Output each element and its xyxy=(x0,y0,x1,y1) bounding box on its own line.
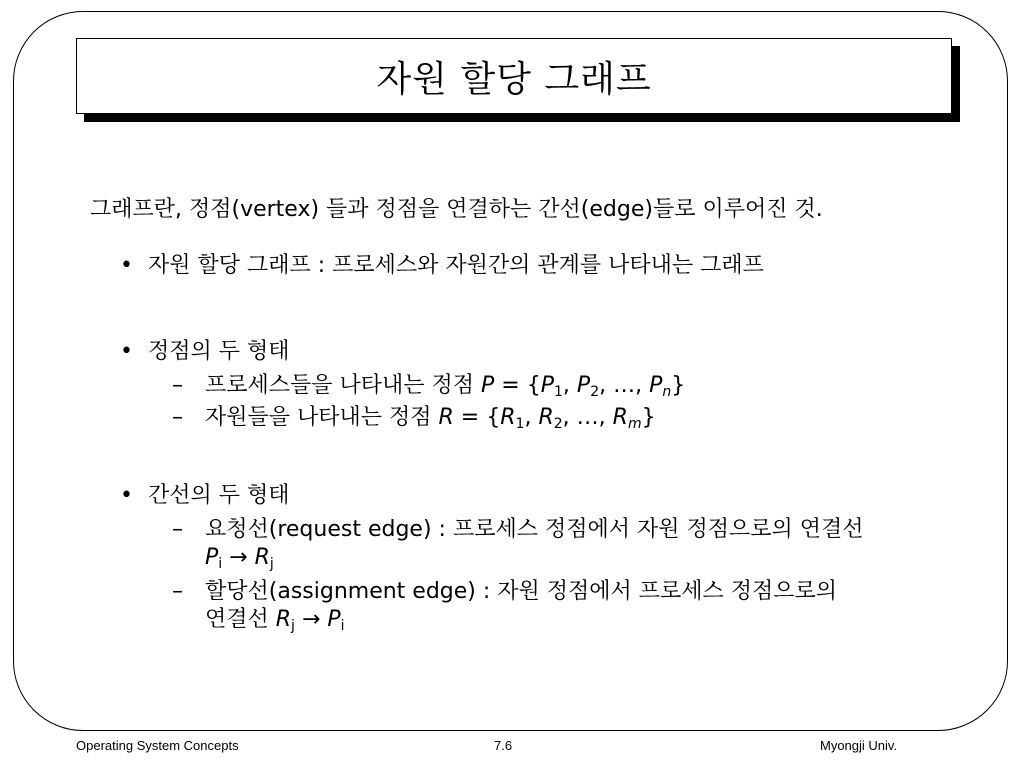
sub-process-vertex: 프로세스들을 나타내는 정점 $P = \{P_1$, $P_2$, …, $P_n$} xyxy=(205,373,686,400)
footer-left: Operating System Concepts xyxy=(76,738,239,753)
request-edge-formula: $P_i \to R_j$ xyxy=(205,545,274,572)
bullet-vertex-types: 정점의 두 형태 xyxy=(148,339,290,364)
dash-marker: – xyxy=(172,373,183,398)
dash-marker: – xyxy=(172,517,183,542)
bullet-marker: • xyxy=(120,339,133,364)
sub-request-edge: 요청선(request edge) : 프로세스 정점에서 자원 정점으로의 연결선 xyxy=(205,517,864,542)
assignment-edge-formula: 연결선 $R_j \to P_i$ xyxy=(205,607,345,634)
sub-resource-vertex: 자원들을 나타내는 정점 $R = \{R_1$, $R_2$, …, $R_m$} xyxy=(205,405,656,432)
bullet-edge-types: 간선의 두 형태 xyxy=(148,483,290,508)
footer-page-number: 7.6 xyxy=(494,738,513,753)
dash-marker: – xyxy=(172,579,183,604)
sub-assignment-edge: 할당선(assignment edge) : 자원 정점에서 프로세스 정점으로의 xyxy=(205,579,838,604)
bullet-marker: • xyxy=(120,483,133,508)
bullet-resource-graph: 자원 할당 그래프 : 프로세스와 자원간의 관계를 나타내는 그래프 xyxy=(148,253,764,278)
slide-title: 자원 할당 그래프 xyxy=(376,58,652,100)
intro-text: 그래프란, 정점(vertex) 들과 정점을 연결하는 간선(edge)들로 이루어진 것. xyxy=(90,197,823,222)
footer-right: Myongji Univ. xyxy=(820,738,898,753)
dash-marker: – xyxy=(172,405,183,430)
bullet-marker: • xyxy=(120,253,133,278)
